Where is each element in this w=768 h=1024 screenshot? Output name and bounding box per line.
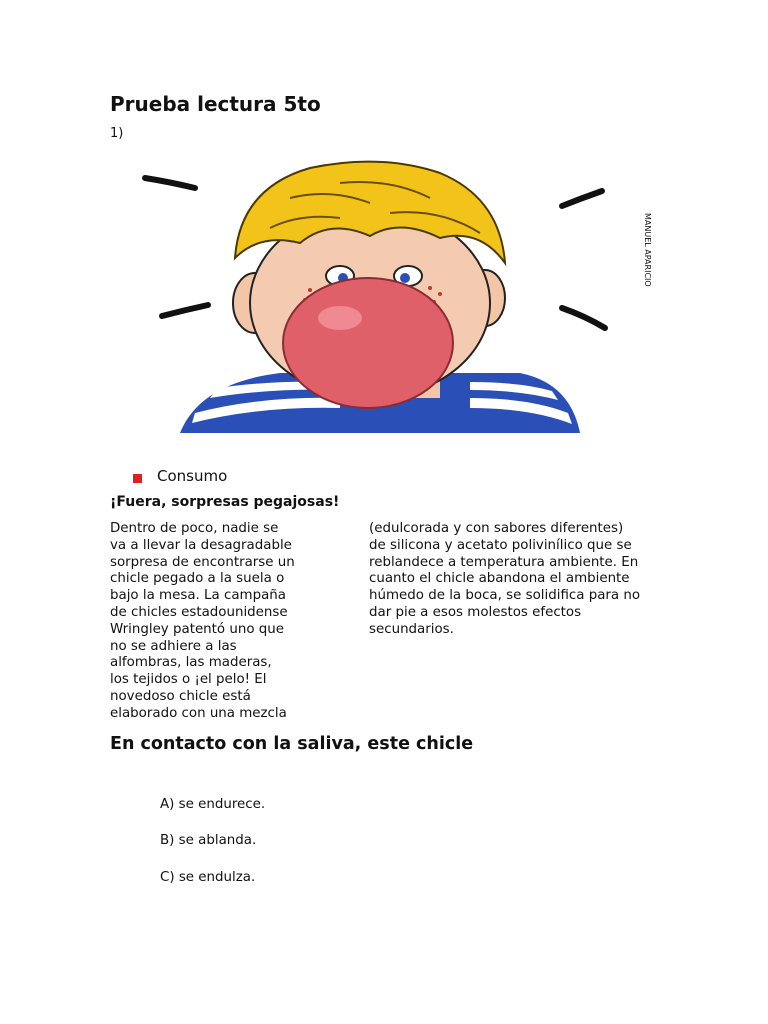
article-line: elaborado con una mezcla [110, 705, 287, 721]
article-line: los tejidos o ¡el pelo! El [110, 672, 267, 688]
article-line: bajo la mesa. La campaña [110, 588, 286, 604]
article-line: cuanto el chicle abandona el ambiente [369, 571, 630, 587]
section-label: Consumo [157, 467, 228, 485]
article-column-right [369, 521, 640, 639]
article-line: novedoso chicle está [110, 688, 251, 704]
question-prompt: En contacto con la saliva, este chicle [110, 734, 474, 754]
answer-option-a[interactable]: A) se endurece. [160, 797, 266, 812]
question-number: 1) [110, 126, 124, 141]
answer-option-b[interactable]: B) se ablanda. [160, 833, 257, 848]
article-line: va a llevar la desagradable [110, 537, 292, 553]
article-line: de chicles estadounidense [110, 604, 288, 620]
article-line: reblandece a temperatura ambiente. En [369, 554, 639, 570]
article-column-left [110, 521, 295, 723]
article-line: alfombras, las maderas, [110, 655, 272, 671]
answer-option-c[interactable]: C) se endulza. [160, 870, 256, 885]
article-line: sorpresa de encontrarse un [110, 554, 295, 570]
article-line: húmedo de la boca, se solidifica para no [369, 588, 641, 604]
article-line: no se adhiere a las [110, 638, 237, 654]
artist-signature: MANUEL APARICIO [643, 213, 652, 287]
article-line: (edulcorada y con sabores diferentes) [369, 521, 624, 536]
article-line: Dentro de poco, nadie se [110, 521, 279, 536]
article-line: chicle pegado a la suela o [110, 571, 285, 587]
gum-bubble [283, 278, 453, 408]
bubblegum-boy-illustration [140, 158, 660, 433]
article-line: de silicona y acetato polivinílico que se [369, 537, 632, 553]
section-bullet [133, 474, 142, 483]
article-line: dar pie a esos molestos efectos [369, 604, 582, 620]
article-line: secundarios. [369, 621, 454, 637]
document-title: Prueba lectura 5to [110, 92, 321, 116]
article-line: Wringley patentó uno que [110, 621, 285, 637]
article-headline: ¡Fuera, sorpresas pegajosas! [110, 494, 340, 510]
